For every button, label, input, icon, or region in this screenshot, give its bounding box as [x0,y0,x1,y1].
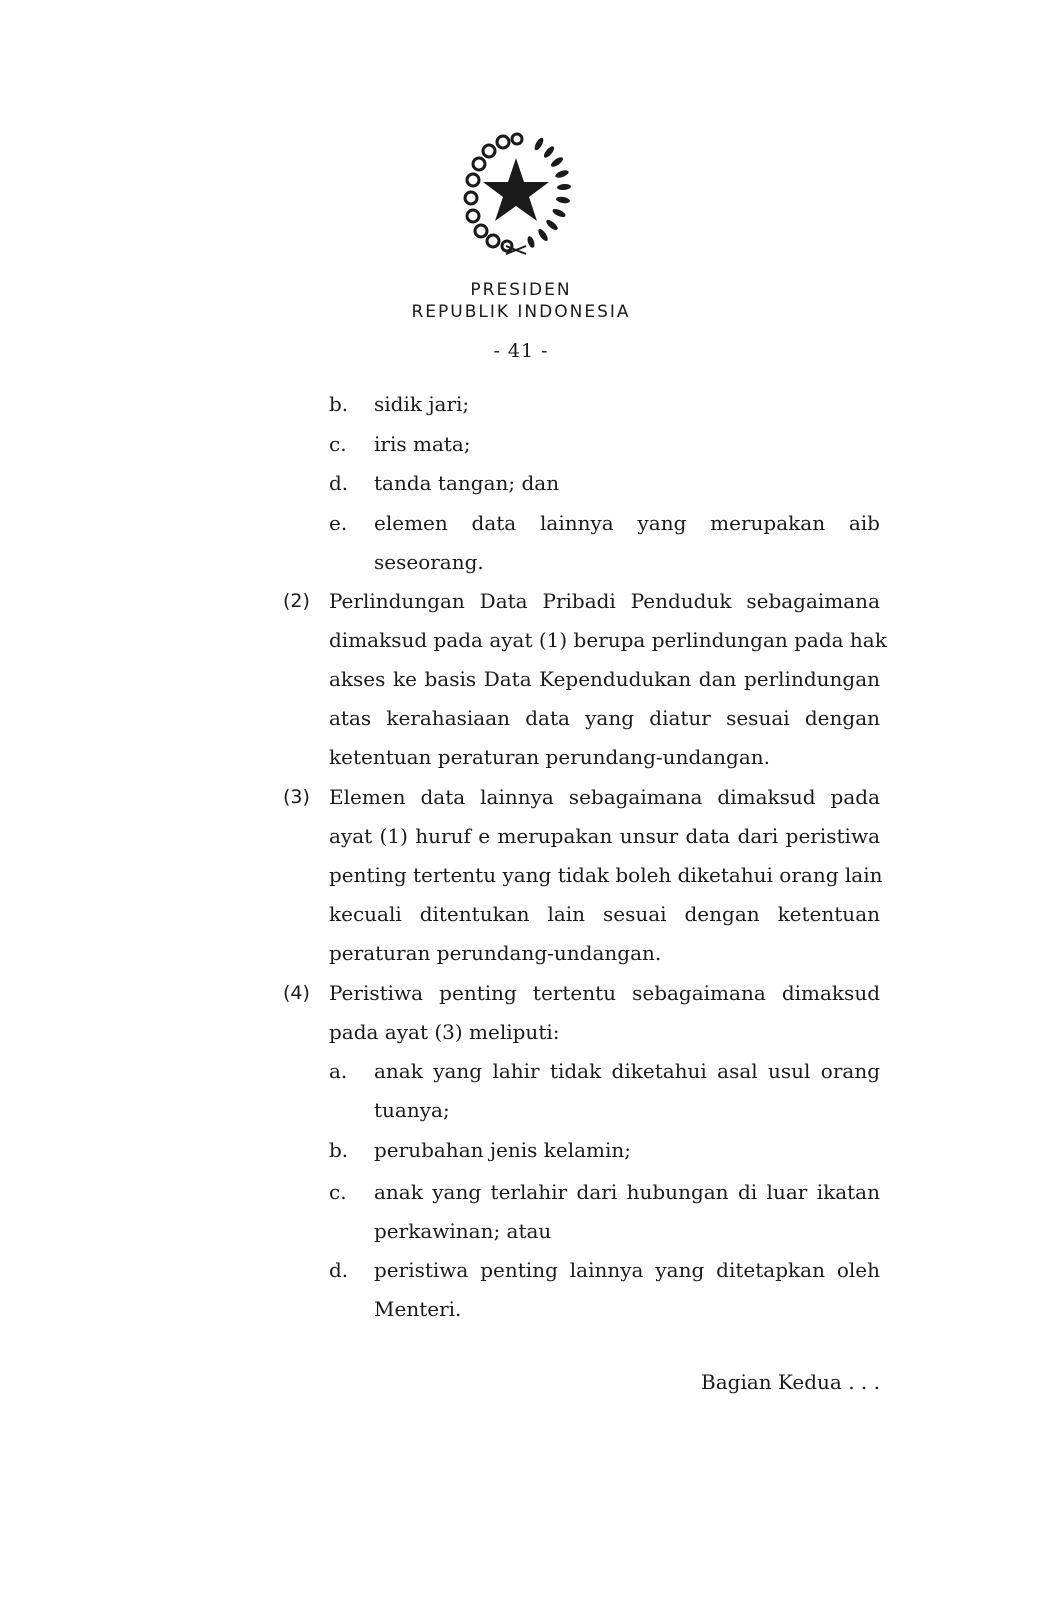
paragraph-3-line1: Elemen data lainnya sebagaimana dimaksud pada [329,785,880,809]
sub-list-marker-d: d. [329,1258,349,1282]
paragraph-4-line2: pada ayat (3) meliputi: [329,1020,560,1044]
footer-catchword: Bagian Kedua . . . [701,1370,880,1394]
sub-list-marker-c: c. [329,1180,347,1204]
list-item-e-line1: elemen data lainnya yang merupakan aib [374,511,880,535]
list-item-e-line2: seseorang. [374,550,484,574]
header-title-presiden: PRESIDEN [470,280,572,300]
sub-list-item-c-line2: perkawinan; atau [374,1219,552,1243]
paragraph-3-line4: kecuali ditentukan lain sesuai dengan ketentuan [329,902,880,926]
presidential-emblem-icon [451,128,581,256]
paragraph-3-line5: peraturan perundang-undangan. [329,941,662,965]
paragraph-marker-4: (4) [283,982,310,1004]
header-title-republik: REPUBLIK INDONESIA [411,302,631,322]
paragraph-2-line3: akses ke basis Data Kependudukan dan perlindungan [329,667,880,691]
list-marker-c: c. [329,432,347,456]
list-marker-e: e. [329,511,348,535]
sub-list-item-a-line1: anak yang lahir tidak diketahui asal usul orang [374,1059,880,1083]
sub-list-item-d-line2: Menteri. [374,1297,462,1321]
sub-list-marker-b: b. [329,1138,349,1162]
sub-list-item-b-line1: perubahan jenis kelamin; [374,1138,632,1162]
sub-list-marker-a: a. [329,1059,348,1083]
paragraph-3-line3: penting tertentu yang tidak boleh diketahui orang lain [329,863,883,887]
sub-list-item-c-line1: anak yang terlahir dari hubungan di luar ikatan [374,1180,880,1204]
sub-list-item-d-line1: peristiwa penting lainnya yang ditetapkan oleh [374,1258,880,1282]
paragraph-4-line1: Peristiwa penting tertentu sebagaimana dimaksud [329,981,880,1005]
paragraph-2-line4: atas kerahasiaan data yang diatur sesuai dengan [329,706,880,730]
paragraph-3-line2: ayat (1) huruf e merupakan unsur data dari peristiwa [329,824,880,848]
page-number: - 41 - [493,340,549,362]
paragraph-marker-2: (2) [283,590,310,612]
list-marker-d: d. [329,471,349,495]
list-item-d: tanda tangan; dan [374,471,560,495]
paragraph-2-line2: dimaksud pada ayat (1) berupa perlindungan pada hak [329,628,887,652]
list-marker-b: b. [329,392,349,416]
list-item-b: sidik jari; [374,392,470,416]
paragraph-2-line5: ketentuan peraturan perundang-undangan. [329,745,771,769]
paragraph-marker-3: (3) [283,786,310,808]
sub-list-item-a-line2: tuanya; [374,1098,450,1122]
paragraph-2-line1: Perlindungan Data Pribadi Penduduk sebagaimana [329,589,880,613]
list-item-c: iris mata; [374,432,471,456]
